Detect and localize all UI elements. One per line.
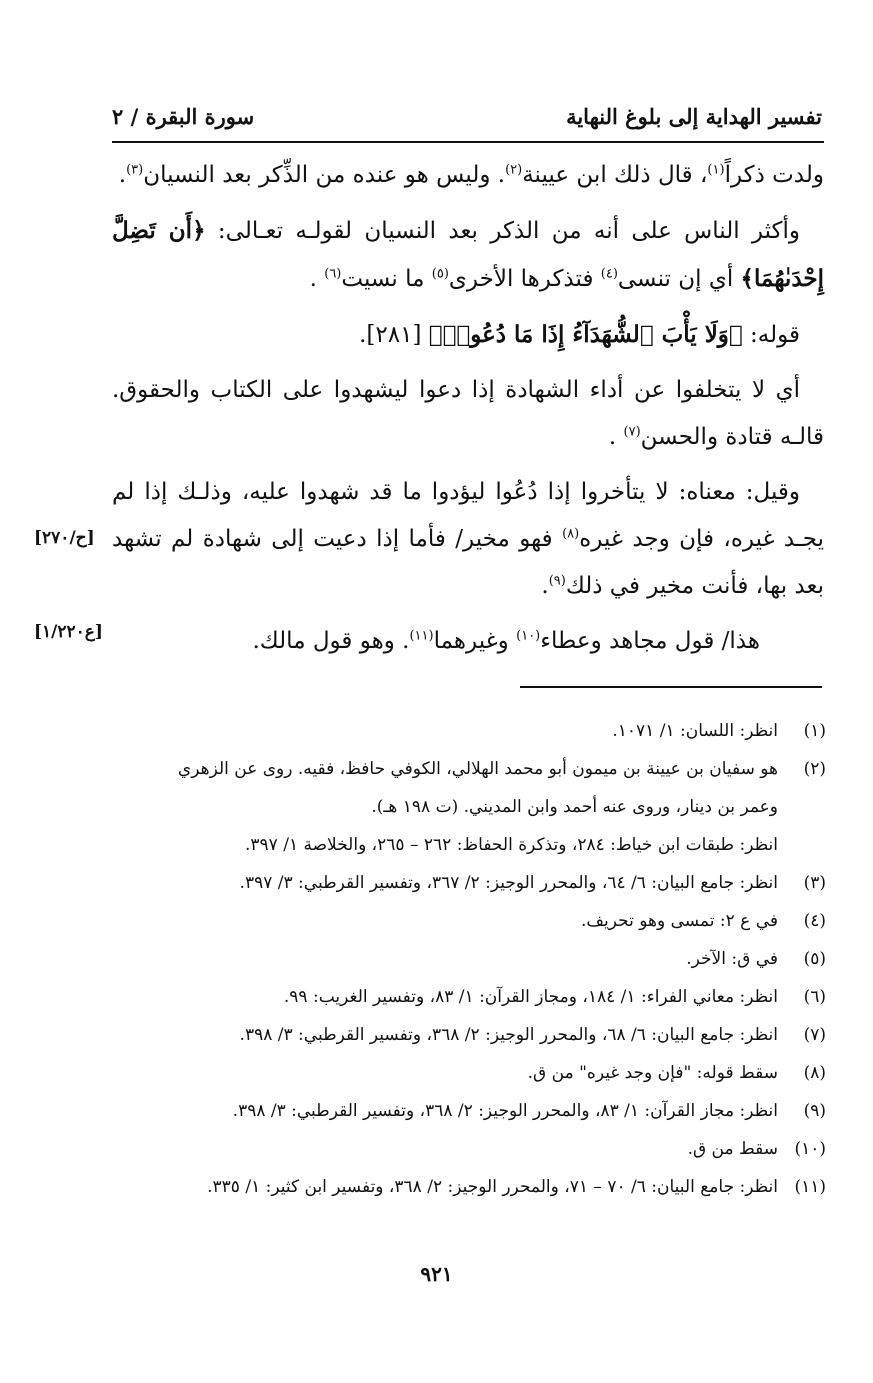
text-run: ، قال ذلك ابن عيينة <box>522 162 708 188</box>
manuscript-margin-note: [ح/٢٧٠] <box>34 528 95 548</box>
footnote-ref[interactable]: (١٠) <box>516 628 541 644</box>
footnote-text <box>112 978 778 1016</box>
footnote <box>112 978 826 1016</box>
footnote-line: انظر: معاني الفراء: ١/ ١٨٤، ومجاز القرآن: ١/ ٨٣، وتفسير الغريب: ٩٩. <box>283 987 778 1007</box>
page-number: ٩٢١ <box>420 1262 453 1286</box>
footnote-number: (٨) <box>803 1063 826 1083</box>
header-rule <box>112 141 824 143</box>
footnote-number: (٣) <box>803 873 826 893</box>
text-run: ما نسيت <box>341 266 432 292</box>
footnote-line: في ع ٢: تمسى وهو تحريف. <box>581 911 778 931</box>
footnote-line: انظر: جامع البيان: ٦/ ٦٨، والمحرر الوجيز: ٢/ ٣٦٨، وتفسير القرطبي: ٣/ ٣٩٨. <box>239 1025 778 1045</box>
footnote-line: انظر: جامع البيان: ٦/ ٦٤، والمحرر الوجيز: ٢/ ٣٦٧، وتفسير القرطبي: ٣/ ٣٩٧. <box>239 873 778 893</box>
text-run: . وهو قول مالك. <box>252 628 410 654</box>
footnote-ref[interactable]: (٣) <box>126 162 144 178</box>
main-text <box>112 152 824 673</box>
footnote <box>112 1130 826 1168</box>
paragraph <box>112 618 824 665</box>
footnote-ref[interactable]: (٨) <box>562 526 580 542</box>
text-run: . <box>541 573 549 599</box>
footnote <box>112 940 826 978</box>
footnote-line: انظر: مجاز القرآن: ١/ ٨٣، والمحرر الوجيز: ٢/ ٣٦٨، وتفسير القرطبي: ٣/ ٣٩٨. <box>232 1101 778 1121</box>
surah-title: سورة البقرة / ٢ <box>112 104 255 129</box>
footnote-ref[interactable]: (١) <box>707 162 725 178</box>
footnote <box>112 902 826 940</box>
footnote-number: (١١) <box>794 1177 826 1197</box>
footnote <box>112 1168 826 1206</box>
footnote <box>112 864 826 902</box>
footnote <box>112 750 826 864</box>
footnote-text <box>112 1130 778 1168</box>
text-run: . <box>608 424 624 450</box>
footnote-ref[interactable]: (١١) <box>409 628 434 644</box>
footnote-text <box>112 1016 778 1054</box>
text-run: قوله: <box>742 322 800 348</box>
paragraph <box>112 311 824 359</box>
footnote-number: (١٠) <box>794 1139 826 1159</box>
footnote-number: (٦) <box>803 987 826 1007</box>
footnote-line: وعمر بن دينار، وروى عنه أحمد وابن المديني. (ت ١٩٨ هـ). <box>371 797 778 817</box>
paragraph <box>112 469 824 610</box>
footnote-ref[interactable]: (٢) <box>505 162 523 178</box>
footnote-ref[interactable]: (٩) <box>548 573 566 589</box>
footnote-line: انظر: اللسان: ١/ ١٠٧١. <box>612 721 778 741</box>
footnote-text <box>112 1092 778 1130</box>
text-run: فتذكرها الأخرى <box>448 266 601 292</box>
footnote-line: سقط قوله: "فإن وجد غيره" من ق. <box>527 1063 778 1083</box>
text-run: . <box>309 266 325 292</box>
text-run: وقيل: معناه: لا يتأخروا إذا دُعُوا ليؤدوا ما قد شهدوا عليه، وذلـك إذا لم يجـد غيره، فإن وجد غيره <box>112 479 824 552</box>
text-run: . وليس هو عنده من الذِّكر بعد النسيان <box>143 162 506 188</box>
footnote-text <box>112 1168 778 1206</box>
footnote-ref[interactable]: (٤) <box>600 266 618 282</box>
running-head <box>112 96 822 136</box>
manuscript-margin-note: [ع١/٢٢٠] <box>34 622 103 642</box>
quran-verse: ﴿أَن تَضِلَّ إِحْدَىٰهُمَا﴾ <box>112 217 824 292</box>
text-run: فهو مخير/ فأما إذا دعيت إلى شهادة لم تشهد بعد بها، فأنت مخير في ذلك <box>112 526 824 599</box>
footnote-number: (٩) <box>803 1101 826 1121</box>
footnote-text <box>112 940 778 978</box>
footnote-ref[interactable]: (٦) <box>324 266 342 282</box>
footnote-separator <box>520 686 822 688</box>
footnote-line: في ق: الآخر. <box>686 949 778 969</box>
footnote-number: (٢) <box>803 759 826 779</box>
footnotes <box>112 712 826 1206</box>
text-run: [٢٨١]. <box>359 322 429 348</box>
footnote <box>112 1016 826 1054</box>
footnote-number: (٥) <box>803 949 826 969</box>
footnote-line: هو سفيان بن عيينة بن ميمون أبو محمد الهلالي، الكوفي حافظ، فقيه. روى عن الزهري <box>177 759 778 779</box>
footnote <box>112 1054 826 1092</box>
footnote-line: انظر: طبقات ابن خياط: ٢٨٤، وتذكرة الحفاظ: ٢٦٢ – ٢٦٥، والخلاصة ١/ ٣٩٧. <box>245 835 778 855</box>
text-run: ولدت ذكراً <box>724 162 824 188</box>
book-title: تفسير الهداية إلى بلوغ النهاية <box>566 104 822 129</box>
footnote-line: انظر: جامع البيان: ٦/ ٧٠ – ٧١، والمحرر الوجيز: ٢/ ٣٦٨، وتفسير ابن كثير: ١/ ٣٣٥. <box>207 1177 778 1197</box>
text-run: وأكثر الناس على أنه من الذكر بعد النسيان لقولـه تعـالى: <box>205 218 801 244</box>
footnote-line: سقط من ق. <box>687 1139 778 1159</box>
text-run: أي لا يتخلفوا عن أداء الشهادة إذا دعوا ليشهدوا على الكتاب والحقوق. قالـه قتادة والحسن <box>112 377 824 450</box>
footnote-text <box>112 712 778 750</box>
footnote-number: (٧) <box>803 1025 826 1045</box>
quran-verse: ﴿وَلَا يَأْبَ ٱلشُّهَدَآءُ إِذَا مَا دُعُوا۟﴾ <box>428 321 743 348</box>
paragraph <box>112 152 824 199</box>
paragraph <box>112 207 824 303</box>
footnote-text <box>112 902 778 940</box>
text-run: وغيرهما <box>433 628 517 654</box>
footnote-text <box>112 1054 778 1092</box>
text-run: أي إن تنسى <box>617 266 741 292</box>
footnote-number: (٤) <box>803 911 826 931</box>
footnote-ref[interactable]: (٧) <box>623 424 641 440</box>
footnote-text <box>112 864 778 902</box>
text-run: هذا/ قول مجاهد وعطاء <box>540 628 760 654</box>
text-run: . <box>118 162 127 188</box>
footnote-ref[interactable]: (٥) <box>431 266 449 282</box>
footnote <box>112 712 826 750</box>
footnote-number: (١) <box>803 721 826 741</box>
footnote-text <box>112 750 778 864</box>
footnote <box>112 1092 826 1130</box>
paragraph <box>112 367 824 461</box>
